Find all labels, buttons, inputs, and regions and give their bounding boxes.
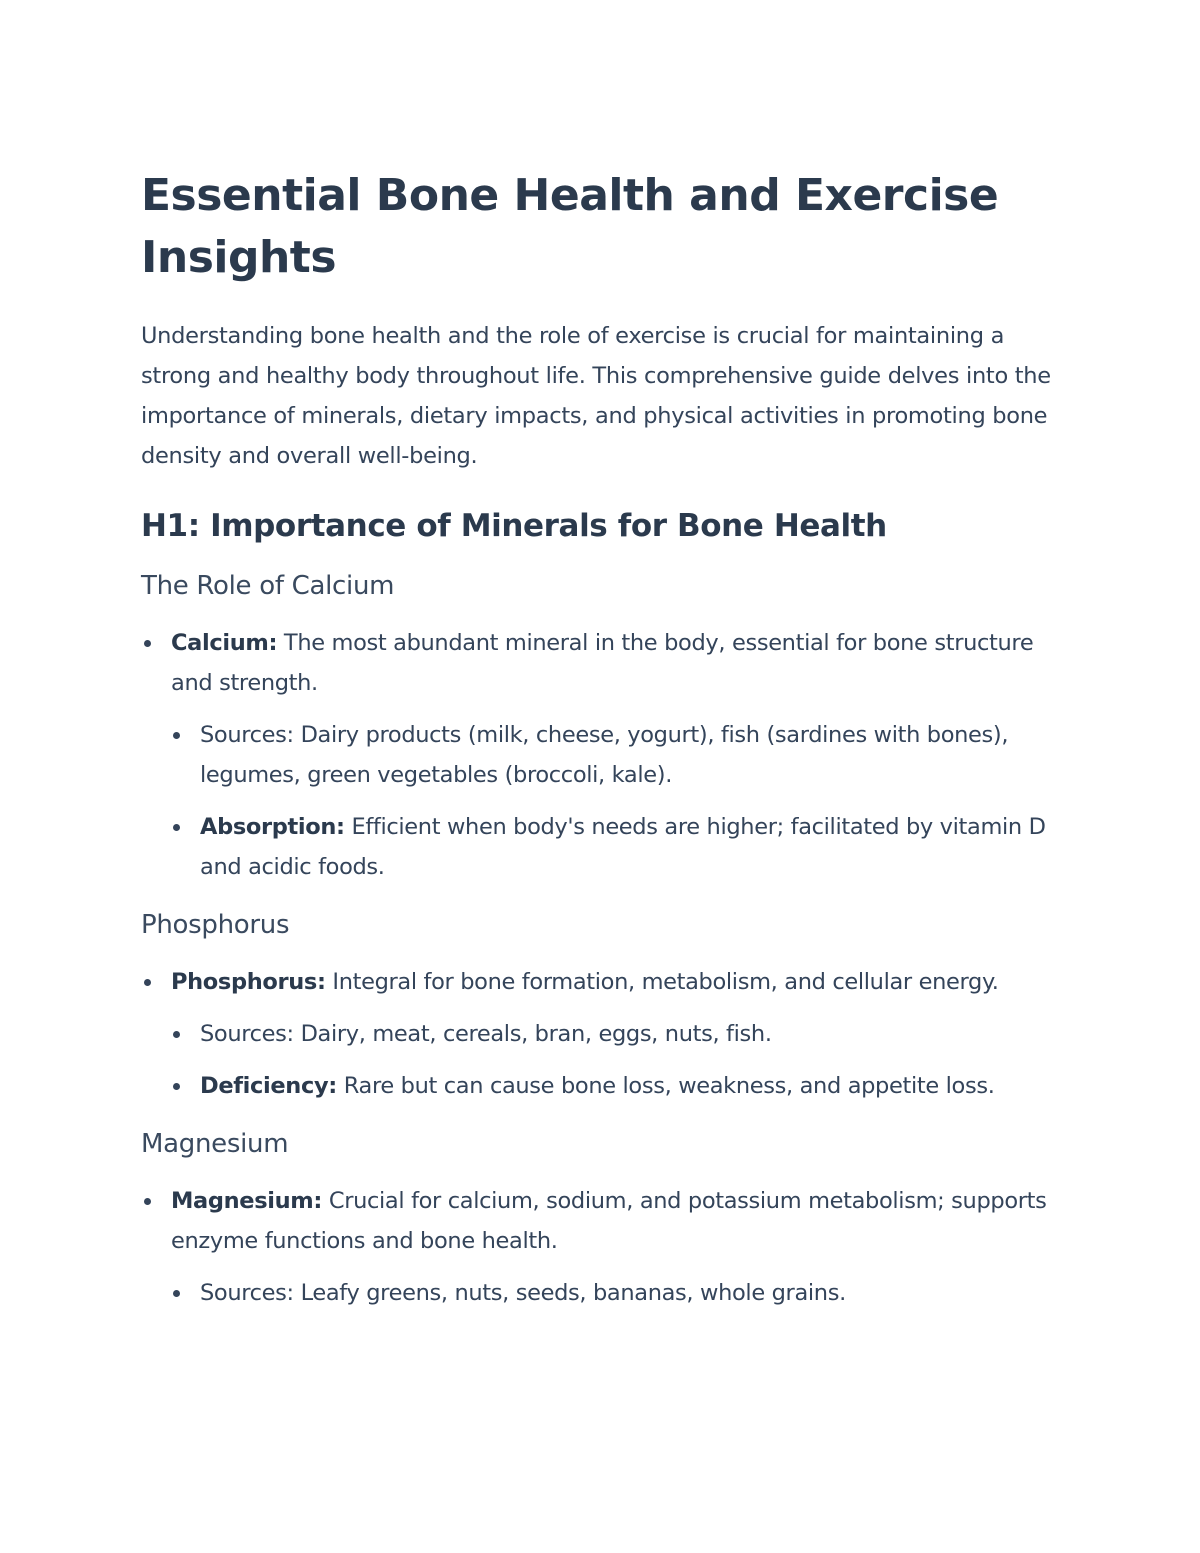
section-heading-minerals: H1: Importance of Minerals for Bone Health: [141, 508, 887, 544]
calcium-sources-text: Sources: Dairy products (milk, cheese, yogurt), fish (sardines with bones), legumes, green vegetables (broccoli, kale).: [200, 722, 1009, 788]
magnesium-sources-text: Sources: Leafy greens, nuts, seeds, bananas, whole grains.: [200, 1280, 846, 1306]
absorption-description: Efficient when body's needs are higher; facilitated by vitamin D and acidic foods.: [200, 814, 1046, 880]
calcium-description: The most abundant mineral in the body, essential for bone structure and strength.: [171, 630, 1034, 696]
phosphorus-list: [141, 962, 1071, 1106]
list-item-calcium-sources: [141, 715, 1071, 795]
list-item-phosphorus-sources: [141, 1014, 1071, 1054]
document-title: Essential Bone Health and Exercise Insights: [141, 170, 999, 283]
document-page: [141, 165, 1071, 1313]
magnesium-list: [141, 1181, 1071, 1313]
calcium-list: [141, 623, 1071, 887]
subheading-magnesium: Magnesium: [141, 1129, 289, 1159]
deficiency-description: Rare but can cause bone loss, weakness, and appetite loss.: [336, 1073, 995, 1099]
list-item-magnesium-sources: [141, 1273, 1071, 1313]
list-item-calcium: [141, 623, 1071, 703]
subheading-calcium: The Role of Calcium: [141, 571, 395, 601]
list-item-magnesium: [141, 1181, 1071, 1261]
list-item-calcium-absorption: [141, 807, 1071, 887]
term-deficiency: Deficiency:: [200, 1073, 337, 1099]
list-item-phosphorus: [141, 962, 1071, 1002]
term-phosphorus: Phosphorus:: [171, 969, 326, 995]
magnesium-description: Crucial for calcium, sodium, and potassium metabolism; supports enzyme functions and bone health.: [171, 1188, 1047, 1254]
term-absorption: Absorption:: [200, 814, 345, 840]
term-calcium: Calcium:: [171, 630, 278, 656]
phosphorus-description: Integral for bone formation, metabolism, and cellular energy.: [325, 969, 999, 995]
term-magnesium: Magnesium:: [171, 1188, 323, 1214]
subheading-phosphorus: Phosphorus: [141, 910, 290, 940]
list-item-phosphorus-deficiency: [141, 1066, 1071, 1106]
phosphorus-sources-text: Sources: Dairy, meat, cereals, bran, eggs, nuts, fish.: [200, 1021, 772, 1047]
intro-paragraph: Understanding bone health and the role of exercise is crucial for maintaining a strong and healthy body throughout life. This comprehensive guide delves into the importance of minerals, dietary impacts, and physical activities in promoting bone density and overall well-being.: [141, 323, 1051, 469]
